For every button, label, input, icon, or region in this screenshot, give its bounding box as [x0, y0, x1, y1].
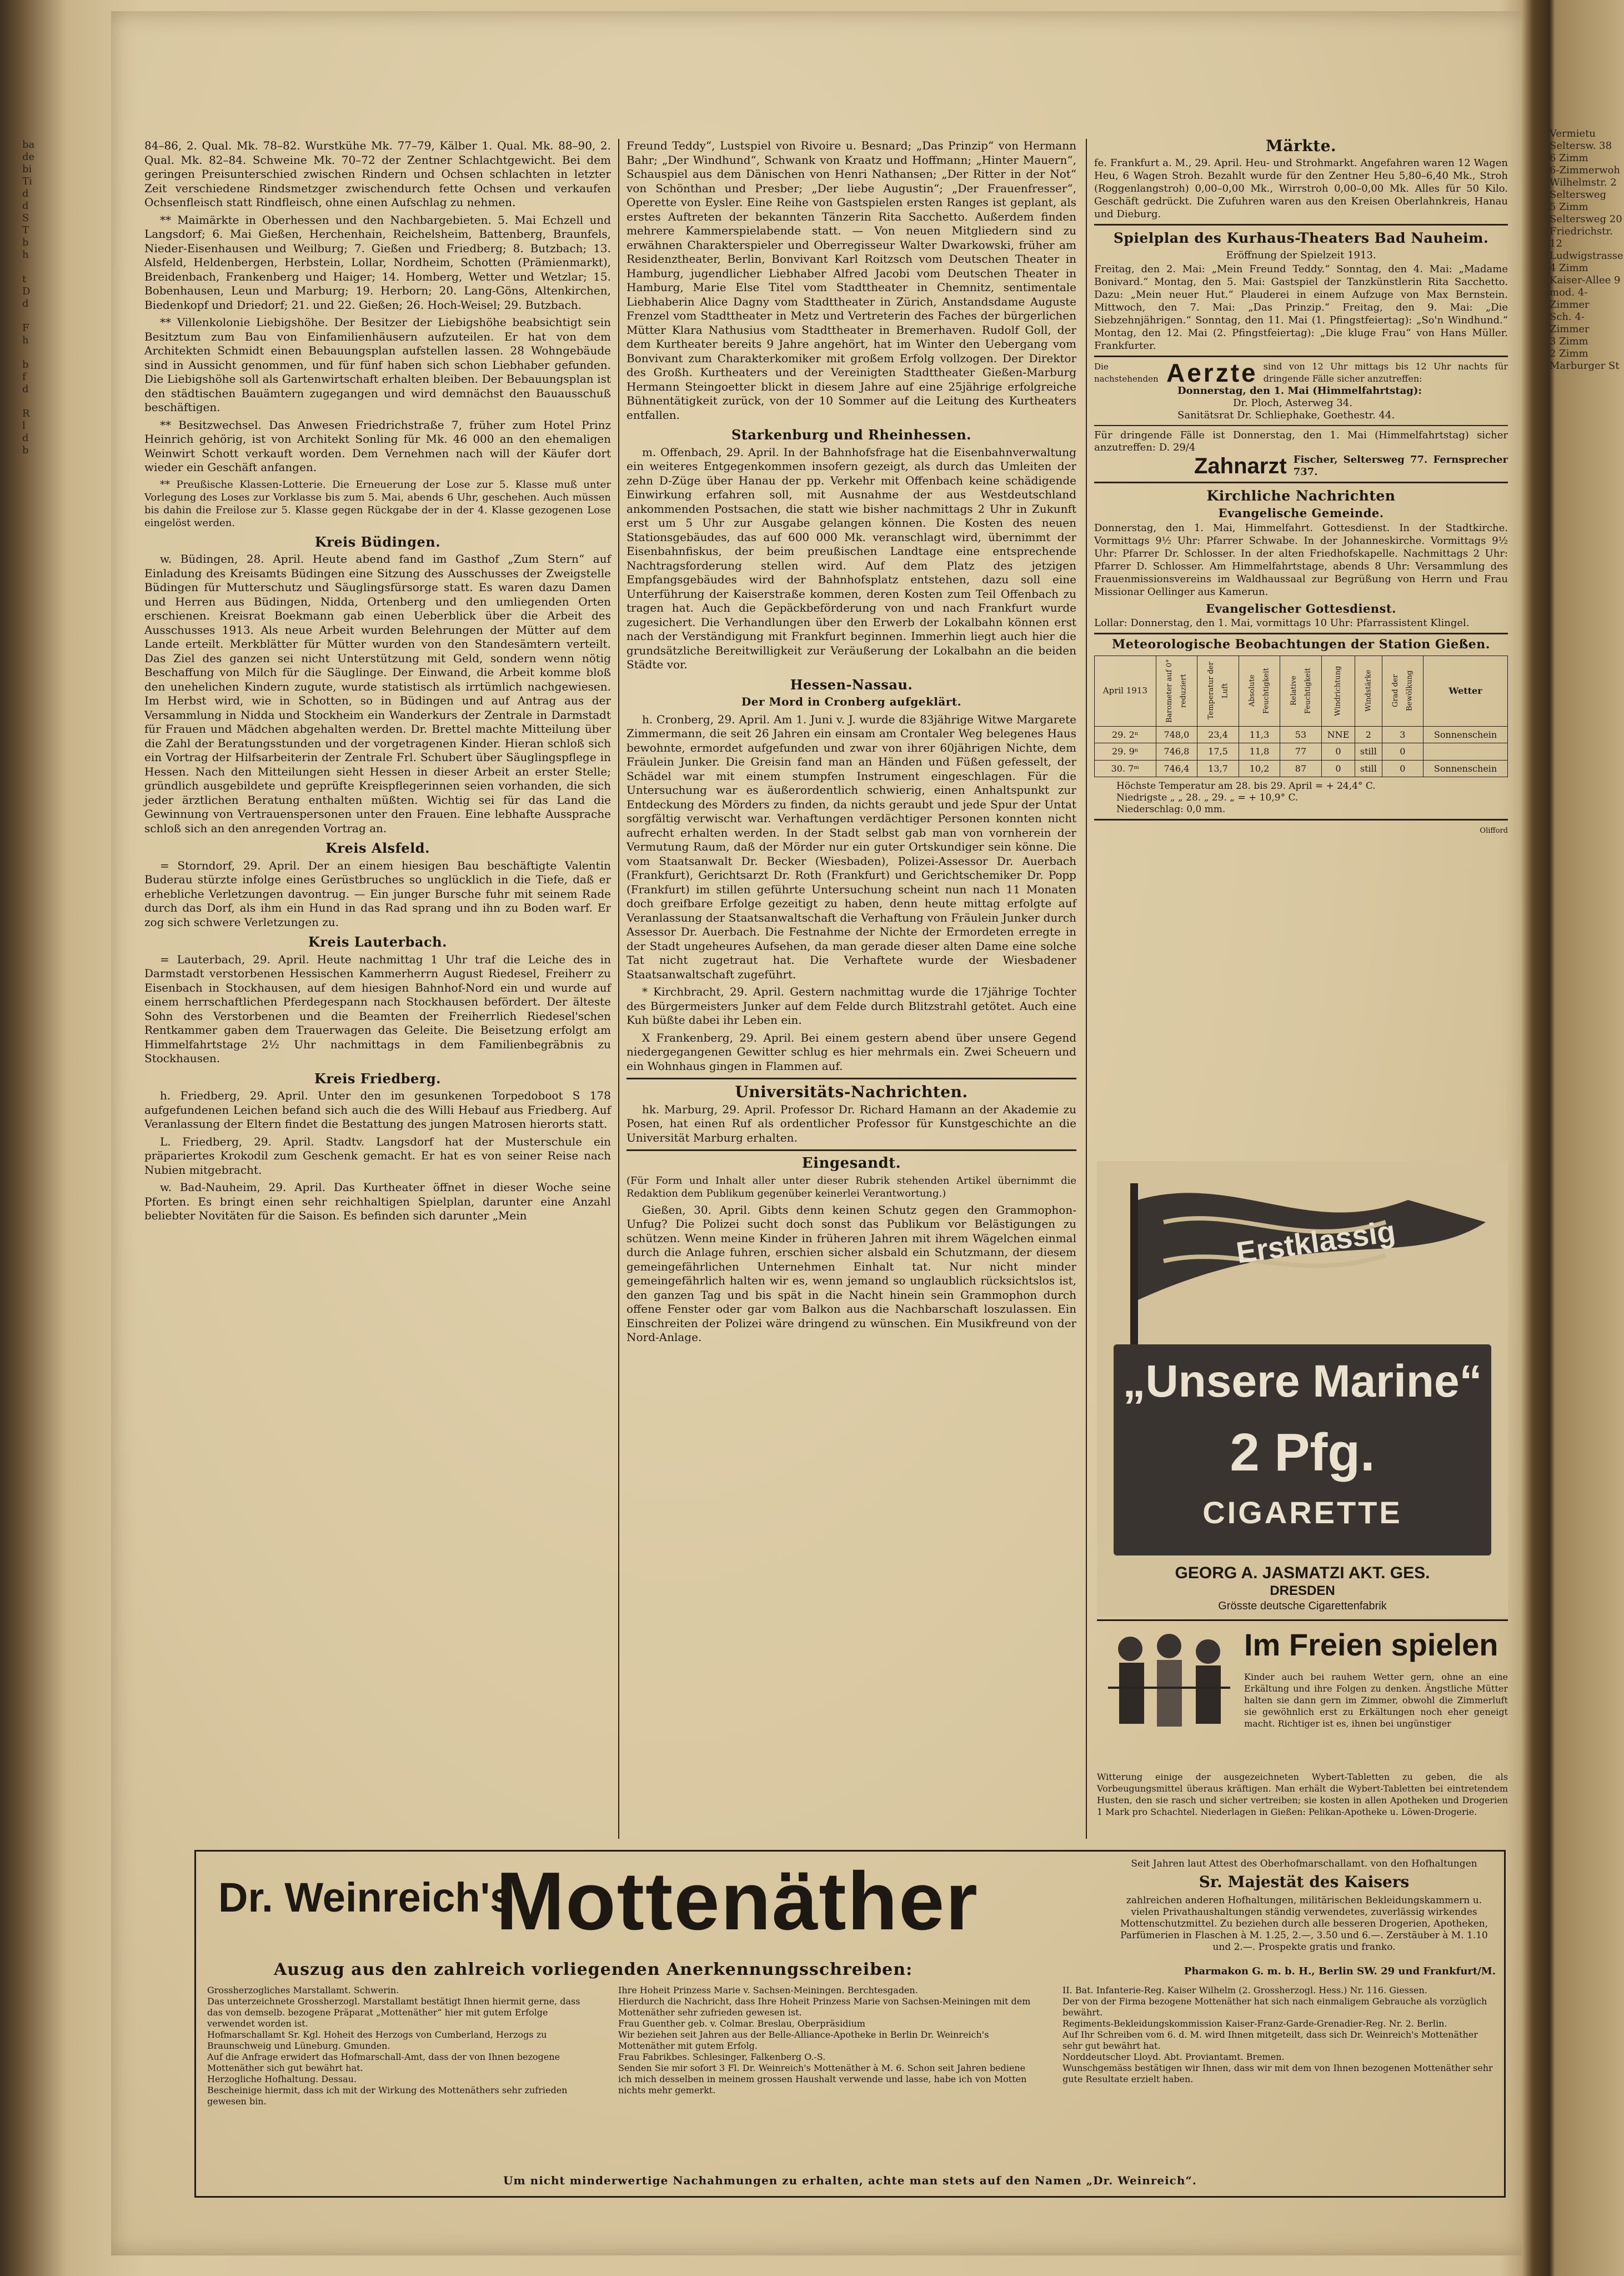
weather-cell: still	[1355, 760, 1382, 777]
heading-universitaet: Universitäts-Nachrichten.	[735, 1083, 968, 1101]
friedberg-text: h. Friedberg, 29. April. Unter den im gesunkenen Torpedoboot S 178 aufgefundenen Leichen befand sich auch die des Willi Hebauf aus Friedberg. Auf Veranlassung der Eltern findet die Bestattung des jungen Matrosen hierorts statt.	[144, 1089, 611, 1131]
weather-cell: 3	[1382, 726, 1423, 743]
rule	[1094, 425, 1508, 426]
weather-header-rel-feucht: Relative Feuchtigkeit	[1280, 656, 1322, 726]
newspaper-page	[111, 11, 1522, 2255]
rule	[1094, 482, 1508, 483]
weather-min: Niedrigste „ „ 28. „ 29. „ = + 10,9° C.	[1116, 792, 1299, 803]
aerzte-date: Donnerstag, den 1. Mai (Himmelfahrtstag):	[1177, 384, 1422, 397]
weather-cell: 746,4	[1156, 760, 1197, 777]
cronberg-text: h. Cronberg, 29. April. Am 1. Juni v. J. wurde die 83jährige Witwe Margarete Zimmermann, die seit 26 Jahren ein einsam am Crontaler Weg belegenes Haus bewohnte, ermordet aufgefunden und zwar von ihrer 60jährigen Nichte, dem Fräulein Junker. Die Greisin fand man an Händen und Füßen gefesselt, der Schädel war mit einem stumpfen Instrument eingeschlagen. Für die Untersuchung war es äußerordentlich schwierig, einen Anhaltspunkt zur Entdeckung des Mörders zu finden, da nichts geraubt und jede Spur der Untat sorgfältig verwischt war. Verhaftungen verdächtiger Personen konnten nicht aufrecht erhalten werden. In der Stadt selbst gab man von vornherein der Vermutung Raum, daß der Mörder nur ein guter Ortskundiger sein könne. Die vom Staatsanwalt Dr. Becker (Wiesbaden), Polizei-Assessor Dr. Auerbach (Frankfurt), Gerichtsarzt Dr. Roth (Frankfurt) und Gerichtschemiker Dr. Popp (Frankfurt) im stillen geführte Untersuchung scheint nun nach 11 Monaten doch greifbare Erfolge gezeitigt zu haben, denn heute mittag erfolgte auf Veranlassung der Staatsanwaltschaft die Verhaftung von Fräulein Junker durch Assessor Dr. Auerbach. Die Festnahme der Nichte der Ermordeten erregte in der Stadt ungeheures Aufsehen, da man gerade dieser alten Dame eine solche Tat nicht zugetraut hat. Die Verhaftete wurde der Wiesbadener Staatsanwaltschaft zugeführt.	[626, 712, 1076, 981]
weather-cell: 748,0	[1156, 726, 1197, 743]
rule	[1094, 224, 1508, 226]
marine-title: „Unsere Marine“	[1122, 1356, 1482, 1407]
advert-credit: Olifford	[1480, 827, 1508, 835]
cigarette-advert	[1097, 1161, 1508, 1617]
heading-maerkte: Märkte.	[1265, 137, 1337, 155]
weather-cell: 10,2	[1239, 760, 1280, 777]
weather-header-temperatur: Temperatur der Luft	[1197, 656, 1239, 726]
weather-row	[1095, 760, 1508, 777]
spielplan-sub: Eröffnung der Spielzeit 1913.	[1226, 249, 1376, 261]
weather-header-wind: Windrichtung	[1321, 656, 1355, 726]
weather-rain: Niederschlag: 0,0 mm.	[1116, 804, 1226, 815]
uni-text: hk. Marburg, 29. April. Professor Dr. Richard Hamann an der Akademie zu Posen, hat einen Ruf als ordentlicher Professor für Kunstgeschichte an die Universität Marburg erhalten.	[626, 1102, 1076, 1144]
weather-cell	[1423, 743, 1508, 761]
heading-kreis-buedingen: Kreis Büdingen.	[314, 533, 441, 550]
alsfeld-text: = Storndorf, 29. April. Der an einem hiesigen Bau beschäftigte Valentin Buderau stürzte infolge eines Gerüstbruches so unglücklich in die Tiefe, daß er erhebliche Verletzungen davontrug. — Ein junger Bursche fuhr mit seinem Rade durch das Dorf, als ihm ein Hund in das Rad sprang und ihn zu Boden warf. Er zog sich schwere Verletzungen zu.	[144, 858, 611, 929]
market-text: 84–86, 2. Qual. Mk. 78–82. Wurstkühe Mk. 77–79, Kälber 1. Qual. Mk. 88–90, 2. Qual. Mk. 82–84. Schweine Mk. 70–72 der Zentner Schlachtgewicht. Bei dem geringen Preisunterschied zwischen Rindern und Ochsen schlachten in letzter Zeit verschiedene Rindsmetzger zwischendurch fette Ochsen und verkaufen Ochsenfleisch statt Rindfleisch, ohne einen Aufschlag zu nehmen.	[144, 139, 611, 209]
marine-cigarette: CIGARETTE	[1202, 1495, 1402, 1530]
heading-starkenburg: Starkenburg und Rheinhessen.	[731, 427, 972, 443]
marine-tagline: Grösste deutsche Cigarettenfabrik	[1218, 1600, 1387, 1612]
weather-cell: 11,8	[1239, 743, 1280, 761]
right-edge-fragment: Vermietu Seltersw. 38 6 Zimm 6-Zimmerwoh Wilhelmstr. 2 Seltersweg 5 Zimm Seltersweg 20 Friedrichstr. 12 Ludwigstrasse 4 Zimm Kaiser-Allee 9 mod. 4-Zimmer Sch. 4-Zimmer 3 Zimm 2 Zimm Marburger St	[1550, 128, 1623, 372]
heading-mord: Der Mord in Cronberg aufgeklärt.	[741, 695, 962, 708]
weather-cell: 0	[1321, 743, 1355, 761]
heading-eingesandt: Eingesandt.	[801, 1155, 901, 1172]
badnauheim-text: w. Bad-Nauheim, 29. April. Das Kurtheater öffnet in dieser Woche seine Pforten. Es bringt einen sehr reichhaltigen Spielplan, darunter eine Anzahl beliebter Novitäten für die Saison. Es befinden sich darunter „Mein	[144, 1180, 611, 1222]
weather-cell: 23,4	[1197, 726, 1239, 743]
auszug-heading: Auszug aus den zahlreich vorliegenden Anerkennungsschreiben:	[274, 1960, 913, 1979]
testimonial-col2: Ihre Hoheit Prinzess Marie v. Sachsen-Meiningen. Berchtesgaden. Hierdurch die Nachricht, dass Ihre Hoheit Prinzess Marie von Sachsen-Meiningen mit dem Mottenäther sehr zufrieden gewesen ist. Frau Guenther geb. v. Colmar. Breslau, Oberpräsidium Wir beziehen seit Jahren aus der Belle-Alliance-Apotheke in Berlin Dr. Weinreich's Mottenäther mit gutem Erfolg. Frau Fabrikbes. Schlesinger, Falkenberg O.-S. Senden Sie mir sofort 3 Fl. Dr. Weinreich's Mottenäther à M. 6. Schon seit Jahren bediene ich mich desselben in meinem grossen Haushalt verwende und lasse, habe ich von Motten nichts mehr gemerkt.	[618, 1985, 1031, 2095]
friedberg2-text: L. Friedberg, 29. April. Stadtv. Langsdorf hat der Musterschule ein präpariertes Krokodil zum Geschenk gemacht. Er hat es von seiner Reise nach Nubien mitgebracht.	[144, 1134, 611, 1177]
lotterie-text: ** Preußische Klassen-Lotterie. Die Erneuerung der Lose zur 5. Klasse muß unter Vorlegung des Loses zur Vorklasse bis zum 5. Mai, abends 6 Uhr, geschehen. Auch müssen bis dahin die Freilose zur 5. Klasse gegen Rückgabe der in der 4. Klasse gezogenen Lose eingelöst werden.	[144, 478, 611, 529]
weather-cell: Sonnenschein	[1423, 760, 1508, 777]
heading-kreis-friedberg: Kreis Friedberg.	[314, 1070, 442, 1087]
kaiser-title: Sr. Majestät des Kaisers	[1199, 1873, 1410, 1891]
weather-cell: 29. 2ⁿ	[1095, 726, 1156, 743]
weather-cell: 0	[1321, 760, 1355, 777]
lollar-text: Lollar: Donnerstag, den 1. Mai, vormittags 10 Uhr: Pfarrassistent Klingel.	[1094, 617, 1470, 629]
marine-city: DRESDEN	[1270, 1583, 1335, 1598]
lauterbach-text: = Lauterbach, 29. April. Heute nachmittag 1 Uhr traf die Leiche des in Darmstadt verstorbenen Hessischen Kammerherrn August Riedesel, Freiherr zu Eisenbach in Stockhausen, auf dem hiesigen Bahnhof-Nord ein und wurde auf einem herrschaftlichen Pferdegespann nach Stockhausen befördert. Der älteste Sohn des Verstorbenen und die Beamten der Freiherrlich Riedesel'schen Rentkammer gaben dem Trauerwagen das Geleite. Die Beisetzung erfolgt am Himmelfahrtstage 2½ Uhr nachmittags in dem Familienbegräbnis zu Stockhausen.	[144, 952, 611, 1065]
maerkte-text: fe. Frankfurt a. M., 29. April. Heu- und Strohmarkt. Angefahren waren 12 Wagen Heu, 6 Wagen Stroh. Bezahlt wurde für den Zentner Heu 5,80–6,40 Mk., Stroh (Roggenlangstroh) 0,00–0,00 Mk., Wirrstroh 0,00–0,00 Mk. Alles für 50 Kilo. Geschäft gedrückt. Die Zufuhren waren aus den Kreisen Oberlahnkreis, Hanau und Dieburg.	[1094, 157, 1508, 220]
weather-cell: 87	[1280, 760, 1322, 777]
kirchbracht-text: * Kirchbracht, 29. April. Gestern nachmittag wurde die 17jährige Tochter des Bürgermeisters Junker auf dem Felde durch Blitzstrahl getötet. Auch eine Kuh büßte dabei ihr Leben ein.	[626, 985, 1076, 1027]
rule	[1094, 356, 1508, 357]
marine-company: GEORG A. JASMATZI AKT. GES.	[1175, 1564, 1430, 1582]
weather-row	[1095, 726, 1508, 743]
erstklassig-label: Erstklassig	[1234, 1214, 1397, 1270]
eingesandt-note: (Für Form und Inhalt aller unter dieser Rubrik stehenden Artikel übernimmt die Redaktion dem Publikum gegenüber keinerlei Verantwortung.)	[626, 1174, 1076, 1199]
weather-cell: 53	[1280, 726, 1322, 743]
aerzte-doc2: Sanitätsrat Dr. Schliephake, Goethestr. 44.	[1177, 409, 1395, 421]
mottenaether-title: Mottenäther	[496, 1855, 979, 1947]
weather-cell: 746,8	[1156, 743, 1197, 761]
zahnarzt-line1: Für dringende Fälle ist Donnerstag, den 1. Mai (Himmelfahrtstag) sicher anzutreffen: D. 29/4	[1094, 429, 1508, 453]
wybert-text1: Kinder auch bei rauhem Wetter gern, ohne an eine Erkältung und ihre Folgen zu denken. Ängstliche Mütter halten sie dann gern im Zimmer, obwohl die Zimmerluft sie gewöhnlich erst zu Erkältungen noch eher geneigt macht. Richtiger ist es, ihnen bei ungünstiger	[1244, 1672, 1508, 1729]
weather-cell: 77	[1280, 743, 1322, 761]
mottenaether-advert	[194, 1850, 1506, 2198]
besitzwechsel-text: ** Besitzwechsel. Das Anwesen Friedrichstraße 7, früher zum Hotel Prinz Heinrich gehörig, ist von Architekt Sonling für Mk. 46 000 an den ehemaligen Weinwirt Schott verkauft worden. Dem Vernehmen nach will der Käufer dort wieder ein Geschäft anfangen.	[144, 418, 611, 474]
heading-evangelische: Evangelische Gemeinde.	[1218, 506, 1384, 520]
kirche-text: Donnerstag, den 1. Mai, Himmelfahrt. Gottesdienst. In der Stadtkirche. Vormittags 9½ Uhr: Pfarrer Schwabe. In der Johanneskirche. Vormittags 9½ Uhr: Pfarrer Dr. Schlosser. In der alten Friedhofskapelle. Nachmittags 2 Uhr: Pfarrer D. Schlosser. Am Himmelfahrtstage, abends 8 Uhr: Versammlung des Frauenmissionsvereins im Waldhaussaal zur Begrüßung von Herrn und Frau Missionar Oellinger aus Kamerun.	[1094, 522, 1508, 598]
weather-cell: 11,3	[1239, 726, 1280, 743]
heading-kirchliche: Kirchliche Nachrichten	[1206, 487, 1396, 504]
rule	[1094, 819, 1508, 821]
weather-cell: NNE	[1321, 726, 1355, 743]
wybert-advert	[1097, 1619, 1508, 1843]
rule	[626, 1149, 1076, 1151]
aerzte-post: sind von 12 Uhr mittags bis 12 Uhr nachts für dringende Fälle sicher anzutreffen:	[1263, 361, 1508, 384]
children-illustration	[1097, 1627, 1241, 1765]
weather-table	[1094, 656, 1508, 778]
zahnarzt-word: Zahnarzt	[1194, 453, 1287, 478]
testimonial-col1: Grossherzogliches Marstallamt. Schwerin. Das unterzeichnete Grossherzogl. Marstallamt bestätigt Ihnen hiermit gerne, dass das von demselb. bezogene Präparat „Mottenäther“ hier mit gutem Erfolge verwendet worden ist. Hofmarschallamt Sr. Kgl. Hoheit des Herzogs von Cumberland, Herzogs zu Braunschweig und Lüneburg. Gmunden. Auf die Anfrage erwidert das Hofmarschall-Amt, dass der von Ihnen bezogene Mottenäther sich gut bewährt hat. Herzogliche Hofhaltung. Dessau. Bescheinige hiermit, dass ich mit der Wirkung des Mottenäthers sehr zufrieden gewesen bin.	[207, 1985, 580, 2107]
weather-cell: 30. 7ᵐ	[1095, 760, 1156, 777]
aerzte-word: Aerzte	[1166, 358, 1258, 387]
offenbach-text: m. Offenbach, 29. April. In der Bahnhofsfrage hat die Eisenbahnverwaltung ein weiteres Entgegenkommen insofern gezeigt, als durch das Umleiten der zehn D-Züge über Hanau der pp. Verkehr mit Offenbach keine schädigende Einwirkung erfahren soll, mit Ausnahme der aus Westdeutschland ankommenden Postsachen, die statt wie bisher nachmittags 2 Uhr in Zukunft erst um 5 Uhr zur Ausgabe gelangen können. Die Kosten des neuen Stationsgebäudes, das auf 600 000 Mk. veranschlagt wird, übernimmt der Eisenbahnfiskus, der beim preußischen Landtage eine entsprechende Nachtragsforderung stellen wird. Auf dem Platz des jetzigen Empfangsgebäudes wird der Bahnhofsplatz entstehen, dazu soll eine Unterführung der Kaiserstraße kommen, deren Kosten zum Teil Offenbach zu tragen hat. Auch die Gepäckbeförderung von und nach Frankfurt wurde zugesichert. Die Verhandlungen über den Erwerb der Lokalbahn können erst nach der Verständigung mit Frankfurt beginnen. Immerhin liegt auch hier die grundsätzliche Bereitwilligkeit zur Veräußerung der Lokalbahn an die beiden Städte vor.	[626, 445, 1076, 671]
column-1	[144, 139, 611, 1227]
weather-header-abs-feucht: Absolute Feuchtigkeit	[1239, 656, 1280, 726]
eingesandt-text: Gießen, 30. April. Gibts denn keinen Schutz gegen den Grammophon-Unfug? Die Polizei sucht doch sonst das Publikum vor Belästigungen zu schützen. Wenn meine Kinder in früheren Jahren mit ihrem Wägelchen einmal durch die Anlage fuhren, erschien sicher alsbald ein Schutzmann, der diesem gemeingefährlichen Unternehmen Einhalt tat. Nur nicht minder gemeingefährlich halten wir es, wenn jemand so unglaublich rücksichtslos ist, den ganzen Tag und bis spät in die Nacht hinein sein Grammophon durch offene Fenster oder gar vom Balkon aus die Nachbarschaft loszulassen. Ein Einschreiten der Polizei wäre dringend zu wünschen. Ein Musikfreund von der Nord-Anlage.	[626, 1203, 1076, 1344]
weather-header-barometer: Barometer auf 0° reduziert	[1156, 656, 1197, 726]
weather-row	[1095, 743, 1508, 761]
column-2	[626, 139, 1076, 1348]
weather-cell: 29. 9ⁿ	[1095, 743, 1156, 761]
motten-footer: Um nicht minderwertige Nachahmungen zu erhalten, achte man stets auf den Namen „Dr. Weinreich“.	[503, 2174, 1197, 2187]
aerzte-pre: Die nachstehenden	[1094, 361, 1159, 384]
weather-max: Höchste Temperatur am 28. bis 29. April = + 24,4° C.	[1116, 781, 1376, 792]
weather-cell: still	[1355, 743, 1382, 761]
heading-kreis-lauterbach: Kreis Lauterbach.	[308, 934, 447, 950]
weinreich-name: Dr. Weinreich's	[218, 1874, 513, 1920]
buedingen-text: w. Büdingen, 28. April. Heute abend fand im Gasthof „Zum Stern“ auf Einladung des Kreisamts Büdingen eine Sitzung des Ausschusses der Zweigstelle Büdingen für Mutterschutz und Säuglingsfürsorge statt. Es waren dazu Damen und Herren aus Büdingen, Nidda, Ortenberg und den umliegenden Orten erschienen. Kreisrat Boekmann gab einen Ueberblick über die Arbeit des Ausschusses 1913. Als neue Arbeit wurden Belehrungen der Mütter auf dem Lande erteilt. Merkblätter für Mütter wurden von den Standesämtern verteilt. Das Ziel des ganzen sei nicht Unterstützung mit Geld, sondern wenn nötig Beschaffung von Milch für die Säuglinge. Der Einwand, die Arbeit komme bloß den unehelichen Kindern zugute, wurde statistisch als irrtümlich nachgewiesen. Im Herbst wird, wie in Schotten, so in Büdingen und auf Antrag aus der Versammlung in Nidda und Stockheim ein Wanderkurs der Zentrale in Darmstadt für Frauen und Mädchen abgehalten werden. Dr. Brettel machte Mitteilung über die Zahl der Beratungsstunden und der vorgetragenen Kinder. Hieran schloß sich ein Vortrag der Hilfsarbeiterin der Zentrale Frl. Schubert über Säuglingspflege in Hessen. Nach den Mitteilungen sieht Hessen in dieser Arbeit an erster Stelle; gründlich ausgebildete und geprüfte Kreispflegerinnen seien vorhanden, die sich jeder ärztlichen Beratung enthalten müßten. Wichtig sei für das Land die Gewinnung von Vertrauenspersonen unter den Frauen. Eine lebhafte Aussprache schloß sich an den anregenden Vortrag an.	[144, 552, 611, 835]
pharmakon: Pharmakon G. m. b. H., Berlin SW. 29 und Frankfurt/M.	[1184, 1965, 1496, 1977]
weather-cell: 17,5	[1197, 743, 1239, 761]
heading-spielplan: Spielplan des Kurhaus-Theaters Bad Nauheim.	[1113, 229, 1489, 246]
wybert-title: Im Freien spielen	[1244, 1627, 1498, 1662]
kaiser-intro: Seit Jahren laut Attest des Oberhofmarschallamt. von den Hofhaltungen	[1131, 1858, 1477, 1869]
rule	[1094, 633, 1508, 634]
weather-cell: 0	[1382, 743, 1423, 761]
rule	[626, 1078, 1076, 1079]
zahnarzt-notice	[1094, 429, 1508, 478]
villenkolonie-text: ** Villenkolonie Liebigshöhe. Der Besitzer der Liebigshöhe beabsichtigt sein Besitztum zum Bau von Einfamilienhäusern aufzuteilen. Er hat von dem Architekten Schmidt einen Bebauungsplan aufstellen lassen. 28 Wohngebäude sind in Aussicht genommen, und für fünf haben sich schon Liebhaber gefunden. Die Liebigshöhe soll als Gartenwirtschaft erhalten bleiben. Der Bebauungsplan ist den städtischen Bauämtern zugegangen und wird demnächst den Bauausschuß beschäftigen.	[144, 316, 611, 414]
wybert-text2: Witterung einige der ausgezeichneten Wybert-Tabletten zu geben, die als Vorbeugungsmittel überaus kräftigen. Man erhält die Wybert-Tabletten bei eintretendem Husten, den sie rasch und sicher vertreiben; sie kosten in allen Apotheken und Drogerien 1 Mark pro Schachtel. Niederlagen in Gießen: Pelikan-Apotheke u. Löwen-Drogerie.	[1097, 1772, 1508, 1817]
aerzte-doc1: Dr. Ploch, Asterweg 34.	[1233, 397, 1352, 409]
weather-cell: 13,7	[1197, 760, 1239, 777]
weather-header-wetter: Wetter	[1423, 656, 1508, 726]
heading-hessen-nassau: Hessen-Nassau.	[790, 676, 913, 693]
weather-cell: 0	[1382, 760, 1423, 777]
weather-summary	[1094, 781, 1508, 816]
column-divider-2	[1086, 139, 1087, 1839]
maimaerkte-text: ** Maimärkte in Oberhessen und den Nachbargebieten. 5. Mai Echzell und Langsdorf; 6. Mai Gießen, Herchenhain, Reichelsheim, Battenberg, Braunfels, Nieder-Eisenhausen und Weilburg; 7. Gießen und Friedberg; 8. Butzbach; 13. Alsfeld, Heldenbergen, Herbstein, Lollar, Nordheim, Schotten (Prämienmarkt), Breidenbach, Frankenberg und Haiger; 14. Homberg, Wetter und Wetzlar; 15. Bobenhausen, Leun und Marburg; 19. Herborn; 20. Lang-Göns, Altenkirchen, Biedenkopf und Driedorf; 21. und 22. Gießen; 26. Hoch-Weisel; 29. Butzbach.	[144, 213, 611, 312]
column-3	[1094, 139, 1508, 838]
testimonial-col3: II. Bat. Infanterie-Reg. Kaiser Wilhelm (2. Grossherzogl. Hess.) Nr. 116. Giessen. Der von der Firma bezogene Mottenäther hat sich nach einmaligem Gebrauche als vorzüglich bewährt. Regiments-Bekleidungskommission Kaiser-Franz-Garde-Grenadier-Reg. Nr. 2. Berlin. Auf Ihr Schreiben vom 6. d. M. wird Ihnen mitgeteilt, dass sich Dr. Weinreich's Mottenäther sehr gut bewährt hat. Norddeutscher Lloyd. Abt. Proviantamt. Bremen. Wunschgemäss bestätigen wir Ihnen, dass wir mit dem von Ihnen bezogenen Mottenäther sehr gute Resultate erzielt haben.	[1062, 1985, 1493, 2084]
left-edge-fragment: ba de bi Ti d d S T b h t D d F h b f d R l d b	[22, 139, 35, 456]
column-divider-1	[618, 139, 619, 1839]
flag-banner-graphic	[1097, 1161, 1508, 1372]
weather-header-windstaerke: Windstärke	[1355, 656, 1382, 726]
weather-header-bewoelkung: Grad der Bewölkung	[1382, 656, 1423, 726]
aerzte-notice	[1094, 358, 1508, 422]
weather-header-april: April 1913	[1095, 656, 1156, 726]
heading-kreis-alsfeld: Kreis Alsfeld.	[325, 840, 430, 856]
zahnarzt-name: Fischer, Seltersweg 77. Fernsprecher 737.	[1293, 453, 1508, 478]
theater-text: Freund Teddy“, Lustspiel von Rivoire u. Besnard; „Das Prinzip“ von Hermann Bahr; „Der Windhund“, Schwank von Kraatz und Hoffmann; „Hinter Mauern“, Schauspiel aus dem Dänischen von Henri Nathansen; „Der Ritter in der Not“ von Schönthan und Presber; „Der liebe Augustin“; „Der Frauenfresser“, Operette von Eysler. Eine Reihe von Gastspielen ersten Ranges ist geplant, als erstes Auftreten der bekannten Tänzerin Rita Sacchetto. Außerdem finden mehrere Kammerspielabende statt. — Von neuen Mitgliedern sind zu erwähnen Charakterspieler und Oberregisseur Walter Dwarkowski, früher am Residenztheater, Berlin, Bonvivant Karl Roitzsch vom Deutschen Theater in Hamburg, jugendlicher Liebhaber Alfred Jacobi vom Deutschen Theater in Hamburg, Marie Else Titel vom Stadttheater in Chemnitz, sentimentale Liebhaberin Alice Dagny vom Stadttheater in Zürich, Anstandsdame Auguste Frenzel vom Stadttheater in Metz und Vertreterin des Faches der bürgerlichen Mütter Klara Nathusius vom Stadttheater in Bremerhaven. Rudolf Goll, der dem Kurtheater bereits 9 Jahre angehört, hat im Winter den Uebergang vom Bonvivant zum Charakterkomiker mit großem Erfolg vollzogen. Der Direktor des Großh. Kurtheaters und der Vereinigten Stadttheater Gießen-Marburg Hermann Steingoetter blickt in diesem Jahre auf eine 25jährige erfolgreiche Bühnentätigkeit zurück, von der 10 Sommer auf die Leitung des Kurtheaters entfallen.	[626, 139, 1076, 422]
weather-cell: 2	[1355, 726, 1382, 743]
frankenberg-text: X Frankenberg, 29. April. Bei einem gestern abend über unsere Gegend niedergegangenen Gewitter schlug es hier mehrmals ein. Zwei Scheuern und ein Wohnhaus gingen in Flammen auf.	[626, 1031, 1076, 1073]
heading-lollar: Evangelischer Gottesdienst.	[1206, 601, 1396, 616]
marine-price: 2 Pfg.	[1230, 1423, 1375, 1482]
heading-meteorologische: Meteorologische Beobachtungen der Station Gießen.	[1112, 637, 1490, 652]
kaiser-text: zahlreichen anderen Hofhaltungen, militärischen Bekleidungskammern u. vielen Privathaushaltungen ständig verwendetes, zuverlässig wirkendes Mottenschutzmittel. Zu beziehen durch alle besseren Drogerien, Apotheken, Parfümerien in Flaschen à M. 1.25, 2.—, 3.50 und 6.—. Zerstäuber à M. 1.10 und 2.—. Prospekte gratis und franko.	[1120, 1895, 1488, 1953]
spielplan-text: Freitag, den 2. Mai: „Mein Freund Teddy.“ Sonntag, den 4. Mai: „Madame Bonivard.“ Montag, den 5. Mai: Gastspiel der Tanzkünstlerin Rita Sacchetto. Dazu: „Mein neuer Hut.“ Plauderei in einem Aufzuge von Max Bernstein. Mittwoch, den 7. Mai: „Das Prinzip.“ Freitag, den 9. Mai: „Die Siebzehnjährigen.“ Sonntag, den 11. Mai (1. Pfingstfeiertag): „So'n Windhund.“ Montag, den 12. Mai (2. Pfingstfeiertag): „Die kluge Frau“ von Hans Müller. Frankfurter.	[1094, 263, 1508, 352]
weather-cell: Sonnenschein	[1423, 726, 1508, 743]
